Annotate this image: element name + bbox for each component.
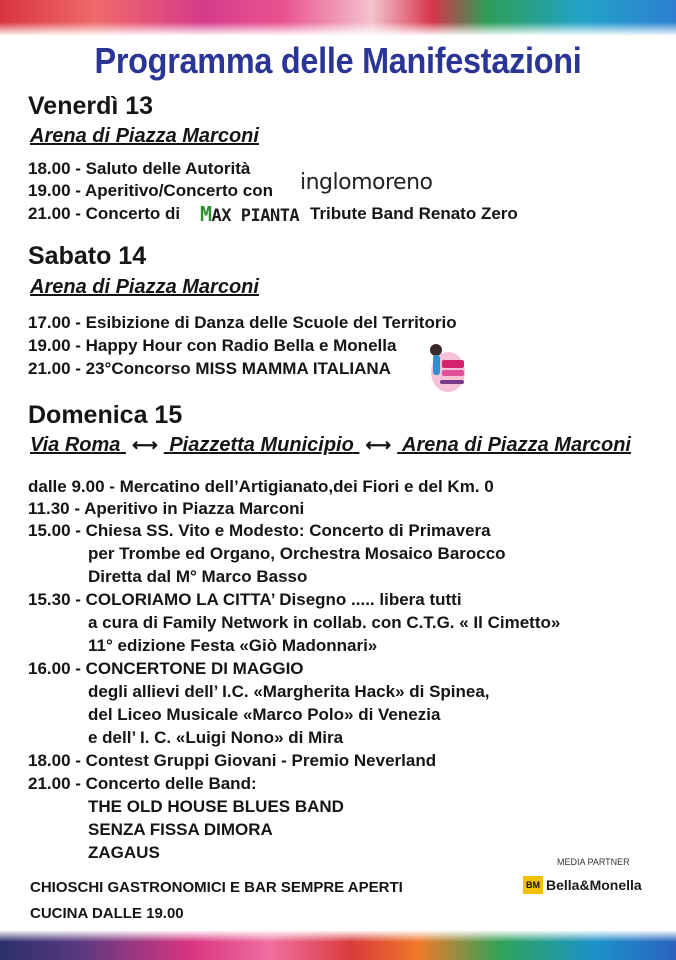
band-name: SENZA FISSA DIMORA: [88, 820, 273, 839]
bottom-color-band: [0, 930, 676, 960]
event-line-tail: Tribute Band Renato Zero: [310, 204, 518, 223]
footer-kiosks: CHIOSCHI GASTRONOMICI E BAR SEMPRE APERTI: [30, 879, 403, 896]
event-line: 15.00 - Chiesa SS. Vito e Modesto: Concerto di Primavera: [28, 521, 491, 540]
event-line: 21.00 - Concerto di: [28, 204, 181, 223]
event-line: 17.00 - Esibizione di Danza delle Scuole del Territorio: [28, 313, 457, 332]
day-heading-sunday: Domenica 15: [28, 401, 183, 429]
event-line-continued: del Liceo Musicale «Marco Polo» di Venezia: [88, 705, 441, 724]
max-pianta-logo: [200, 202, 299, 226]
band-name: ZAGAUS: [88, 843, 160, 862]
venue-sunday: [30, 434, 631, 457]
venue-part: Piazzetta Municipio: [169, 434, 354, 456]
event-line: 11.30 - Aperitivo in Piazza Marconi: [28, 499, 305, 518]
media-partner-label: MEDIA PARTNER: [557, 857, 630, 867]
event-line: 15.30 - COLORIAMO LA CITTA’ Disegno ..... libera tutti: [28, 590, 462, 609]
bm-logo-name: Bella&Monella: [546, 877, 642, 893]
event-line-continued: Diretta dal M° Marco Basso: [88, 567, 308, 586]
event-line-continued: per Trombe ed Organo, Orchestra Mosaico Barocco: [88, 544, 506, 563]
event-line: dalle 9.00 - Mercatino dell’Artigianato,dei Fiori e del Km. 0: [28, 477, 494, 496]
event-line: 21.00 - 23°Concorso MISS MAMMA ITALIANA: [28, 359, 391, 378]
max-pianta-logo-rest: AX PIANTA: [211, 206, 300, 226]
venue-saturday: Arena di Piazza Marconi: [30, 276, 259, 298]
band-name: THE OLD HOUSE BLUES BAND: [88, 797, 344, 816]
event-line: 18.00 - Saluto delle Autorità: [28, 159, 251, 178]
event-line: 21.00 - Concerto delle Band:: [28, 774, 257, 793]
bella-monella-logo: [523, 876, 642, 894]
venue-part: Arena di Piazza Marconi: [402, 434, 631, 456]
page-title: Programma delle Manifestazioni: [94, 40, 582, 81]
event-line: 16.00 - CONCERTONE DI MAGGIO: [28, 659, 304, 678]
footer-kitchen: CUCINA DALLE 19.00: [30, 905, 184, 922]
miss-mamma-logo-icon: [424, 340, 466, 396]
event-line-continued: e dell’ I. C. «Luigi Nono» di Mira: [88, 728, 344, 747]
event-line-continued: 11° edizione Festa «Giò Madonnari»: [88, 636, 378, 655]
day-heading-friday: Venerdì 13: [28, 92, 154, 120]
bm-logo-mark: BM: [523, 876, 543, 894]
venue-part: Via Roma: [30, 434, 121, 456]
max-pianta-logo-initial: M: [200, 202, 212, 226]
event-line: 18.00 - Contest Gruppi Giovani - Premio Neverland: [28, 751, 437, 770]
event-line-continued: a cura di Family Network in collab. con C.T.G. « Il Cimetto»: [88, 613, 561, 632]
top-color-band: [0, 0, 676, 36]
event-line-continued: degli allievi dell’ I.C. «Margherita Hack» di Spinea,: [88, 682, 490, 701]
double-arrow-icon: ⟷: [131, 435, 158, 455]
double-arrow-icon: ⟷: [365, 435, 392, 455]
inglomoreno-logo: inglomoreno: [300, 170, 433, 195]
event-line: 19.00 - Happy Hour con Radio Bella e Monella: [28, 336, 397, 355]
event-line: 19.00 - Aperitivo/Concerto con: [28, 181, 273, 200]
day-heading-saturday: Sabato 14: [28, 242, 147, 270]
venue-friday: Arena di Piazza Marconi: [30, 125, 259, 147]
